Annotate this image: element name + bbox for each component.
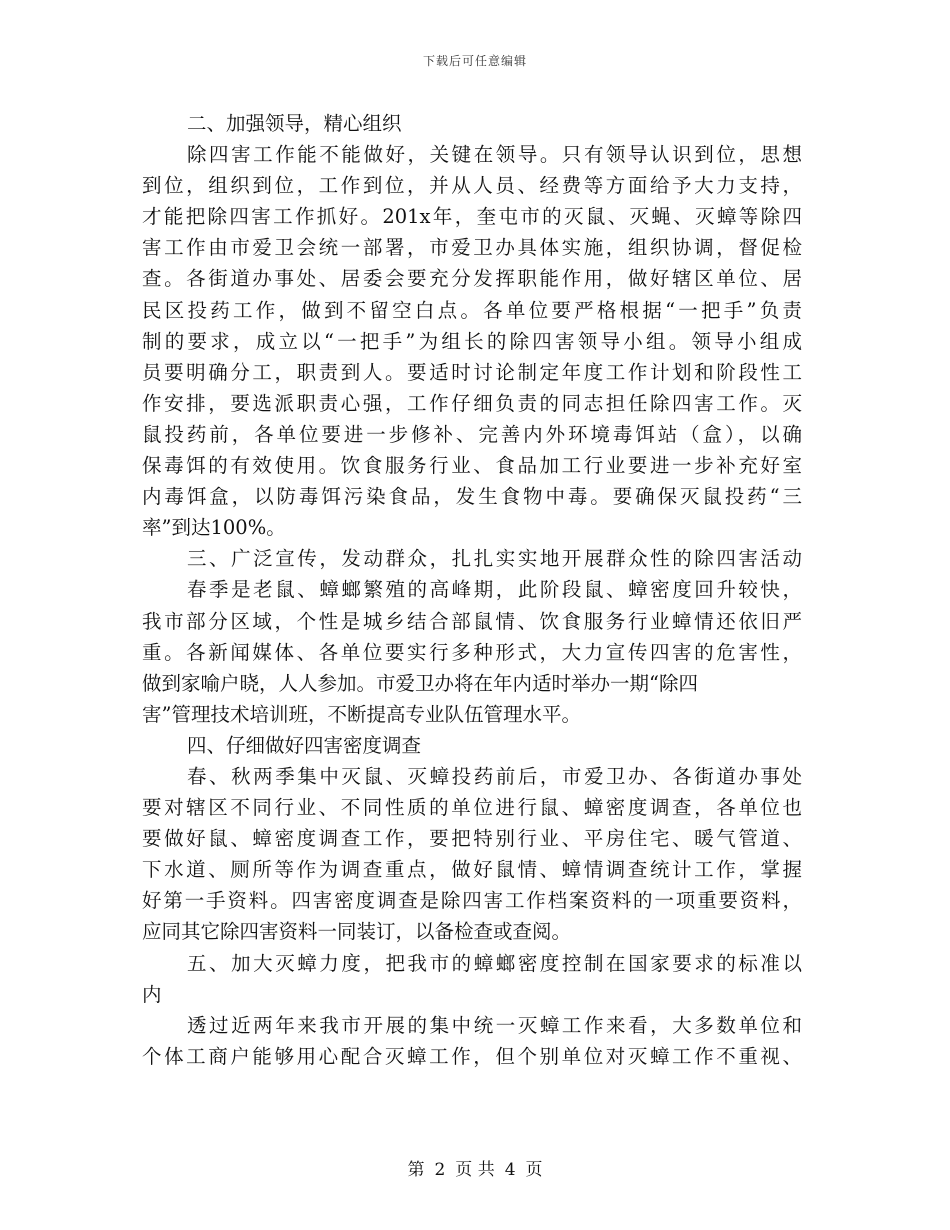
text-line: 四、仔细做好四害密度调查 bbox=[187, 733, 422, 757]
document-body bbox=[142, 108, 802, 1072]
page-footer bbox=[0, 1155, 950, 1180]
text-line: 要做好鼠、蟑密度调查工作，要把特别行业、平房住宅、暖气管道、 bbox=[142, 827, 802, 851]
text-line: 内毒饵盒，以防毒饵污染食品，发生食物中毒。要确保灭鼠投药“三 bbox=[142, 485, 802, 509]
page-header-note: 下载后可任意编辑 bbox=[422, 54, 527, 68]
text-line: 春季是老鼠、蟑螂繁殖的高峰期，此阶段鼠、蟑密度回升较快， bbox=[187, 578, 802, 602]
text-line: 害工作由市爱卫会统一部署，市爱卫办具体实施，组织协调，督促检 bbox=[142, 236, 802, 260]
text-line: 做到家喻户晓，人人参加。市爱卫办将在年内适时举办一期“除四 bbox=[142, 671, 698, 695]
text-line: 鼠投药前，各单位要进一步修补、完善内外环境毒饵站（盒），以确 bbox=[142, 422, 802, 446]
text-line: 三、广泛宣传，发动群众，扎扎实实地开展群众性的除四害活动 bbox=[187, 547, 802, 571]
text-line: 制的要求，成立以“一把手”为组长的除四害领导小组。领导小组成 bbox=[142, 329, 802, 353]
text-line: 好第一手资料。四害密度调查是除四害工作档案资料的一项重要资料， bbox=[142, 889, 802, 913]
footer-total-pages: 4 bbox=[504, 1160, 516, 1180]
text-line: 二、加强领导，精心组织 bbox=[187, 112, 402, 135]
footer-page-number: 2 bbox=[434, 1160, 446, 1180]
text-line: 查。各街道办事处、居委会要充分发挥职能作用，做好辖区单位、居 bbox=[142, 267, 802, 291]
text-line: 五、加大灭蟑力度，把我市的蟑螂密度控制在国家要求的标准以 bbox=[187, 951, 802, 975]
text-line: 作安排，要选派职责心强，工作仔细负责的同志担任除四害工作。灭 bbox=[142, 391, 802, 415]
text-line: 下水道、厕所等作为调查重点，做好鼠情、蟑情调查统计工作，掌握 bbox=[142, 858, 802, 882]
footer-prefix: 第 bbox=[407, 1160, 425, 1180]
text-line: 到位，组织到位，工作到位，并从人员、经费等方面给予大力支持， bbox=[142, 174, 802, 198]
text-line: 率”到达100%。 bbox=[142, 516, 286, 540]
text-line: 透过近两年来我市开展的集中统一灭蟑工作来看，大多数单位和 bbox=[187, 1013, 802, 1037]
text-line: 要对辖区不同行业、不同性质的单位进行鼠、蟑密度调查，各单位也 bbox=[142, 796, 802, 820]
footer-suffix: 页 bbox=[525, 1160, 543, 1180]
footer-middle: 页 共 bbox=[455, 1160, 495, 1180]
text-line: 才能把除四害工作抓好。201x年，奎屯市的灭鼠、灭蝇、灭蟑等除四 bbox=[142, 205, 802, 229]
text-line: 个体工商户能够用心配合灭蟑工作，但个别单位对灭蟑工作不重视、 bbox=[142, 1044, 802, 1068]
text-line: 民区投药工作，做到不留空白点。各单位要严格根据“一把手”负责 bbox=[142, 298, 802, 322]
text-line: 重。各新闻媒体、各单位要实行多种形式，大力宣传四害的危害性， bbox=[142, 640, 802, 664]
text-line: 除四害工作能不能做好，关键在领导。只有领导认识到位，思想 bbox=[187, 143, 802, 167]
text-line: 春、秋两季集中灭鼠、灭蟑投药前后，市爱卫办、各街道办事处 bbox=[187, 764, 802, 788]
text-line: 保毒饵的有效使用。饮食服务行业、食品加工行业要进一步补充好室 bbox=[142, 454, 802, 478]
text-line: 害”管理技术培训班，不断提高专业队伍管理水平。 bbox=[142, 702, 581, 726]
text-line: 应同其它除四害资料一同装订，以备检查或查阅。 bbox=[142, 920, 572, 944]
text-line: 员要明确分工，职责到人。要适时讨论制定年度工作计划和阶段性工 bbox=[142, 360, 802, 384]
text-line: 内 bbox=[142, 982, 162, 1006]
text-line: 我市部分区域，个性是城乡结合部鼠情、饮食服务行业蟑情还依旧严 bbox=[142, 609, 802, 633]
